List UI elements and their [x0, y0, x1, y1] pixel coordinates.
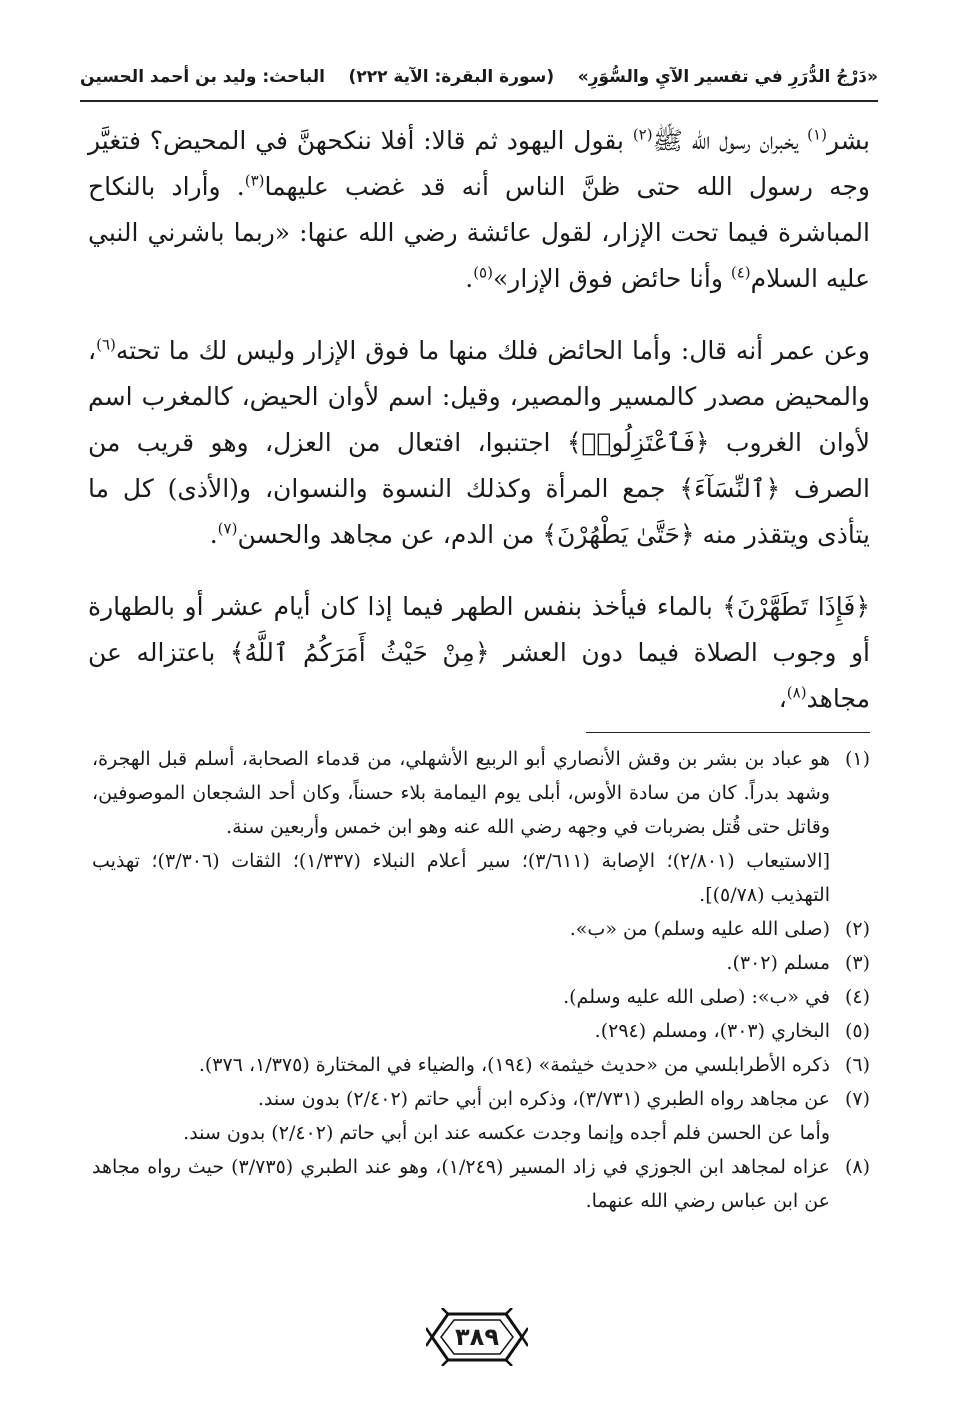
footnote-4: [92, 980, 870, 1014]
footnote-5: [92, 1014, 870, 1048]
footnote-line: وأما عن الحسن فلم أجده وإنما وجدت عكسه عند ابن أبي حاتم (٢/٤٠٢) بدون سند.: [183, 1122, 830, 1144]
paragraph-3: [88, 584, 870, 722]
footnote-3: [92, 946, 870, 980]
text-run: ، والمحيض مصدر كالمسير والمصير، وقيل: اسم لأوان الحيض، كالمغرب اسم لأوان الغروب ﴿فَٱعْتَزِلُوا۟﴾ اجتنبوا، افتعال من العزل، وهو قريب من الصرف ﴿ٱلنِّسَآءَ﴾ جمع المرأة وكذلك النسوة والنسوان، و(الأذى) كل ما يتأذى ويتقذر منه ﴿حَتَّىٰ يَطْهُرْنَ﴾ من الدم، عن مجاهد والحسن: [88, 336, 870, 549]
footnote-number: (٢): [844, 918, 870, 940]
footnote-line: عن مجاهد رواه الطبري (٣/٧٣١)، وذكره ابن أبي حاتم (٢/٤٠٢) بدون سند.: [257, 1088, 830, 1110]
paragraph-1: [88, 118, 870, 302]
footnote-ref-3: (٣): [244, 171, 265, 190]
text-run: وأنا حائض فوق الإزار»: [492, 264, 731, 293]
text-run: ،: [778, 684, 787, 713]
footnote-line: ذكره الأطرابلسي من «حديث خيثمة» (١٩٤)، والضياء في المختارة (١/٣٧٥، ٣٧٦).: [198, 1054, 830, 1076]
text-run: وعن عمر أنه قال: وأما الحائض فلك منها ما فوق الإزار وليس لك ما تحته: [115, 336, 870, 365]
footnote-ref-8: (٨): [786, 683, 807, 702]
footnote-6: [92, 1048, 870, 1082]
footnote-line: عزاه لمجاهد ابن الجوزي في زاد المسير (١/٢٤٩)، وهو عند الطبري (٣/٧٣٥) حيث رواه مجاهد عن ابن عباس رضي الله عنهما.: [92, 1156, 830, 1212]
footnote-ref-5: (٥): [473, 263, 493, 282]
text-run: بشر: [826, 126, 870, 155]
footnote-line: [الاستيعاب (٢/٨٠١)؛ الإصابة (٣/٦١١)؛ سير أعلام النبلاء (١/٣٣٧)؛ الثقات (٣/٣٠٦)؛ تهذيب التهذيب (٥/٧٨)].: [92, 850, 830, 906]
header-rule: [80, 100, 878, 102]
footnote-ref-1: (١): [807, 125, 827, 144]
footnote-1: [92, 742, 870, 912]
surah-reference: (سورة البقرة: الآية ٢٢٢): [348, 67, 555, 87]
footnote-line: في «ب»: (صلى الله عليه وسلم).: [563, 986, 830, 1008]
text-run: . وأراد بالنكاح المباشرة فيما تحت الإزار، لقول عائشة رضي الله عنها: «ربما باشرني النبي عليه السلام: [88, 172, 870, 293]
footnote-separator: [586, 732, 870, 733]
main-text: [88, 118, 870, 722]
footnote-number: (٨): [844, 1156, 870, 1178]
page-number: ٣٨٩: [455, 1323, 499, 1351]
footnote-number: (٧): [844, 1088, 870, 1110]
footnote-line: هو عباد بن بشر بن وقش الأنصاري أبو الربيع الأشهلي، من قدماء الصحابة، أسلم قبل الهجرة، وشهد بدراً. كان من سادة الأوس، أبلى يوم اليمامة بلاء حسناً، وكان أحد الشجعان الموصوفين، وقاتل حتى قُتل بضربات في وجهه رضي الله عنه وهو ابن خمس وأربعين سنة.: [92, 748, 830, 838]
page-number-ornament: [426, 1308, 528, 1366]
footnote-7: [92, 1082, 870, 1150]
footnote-2: [92, 912, 870, 946]
text-run: يخبران رسول الله ﷺ: [652, 126, 808, 155]
footnote-number: (١): [844, 748, 870, 770]
footnote-line: (صلى الله عليه وسلم) من «ب».: [569, 918, 830, 940]
text-run: .: [465, 264, 474, 293]
running-header: [80, 58, 878, 96]
text-run: ﴿فَإِذَا تَطَهَّرْنَ﴾ بالماء فيأخذ بنفس الطهر فيما إذا كان أيام عشر أو بالطهارة أو وجوب الصلاة فيما دون العشر ﴿مِنْ حَيْثُ أَمَرَكُمُ ٱللَّهُ﴾ باعتزاله عن مجاهد: [88, 592, 870, 713]
text-run: بقول اليهود ثم قالا: أفلا ننكحهنَّ في المحيض؟ فتغيَّر وجه رسول الله حتى ظنَّ الناس أنه قد غضب عليهما: [88, 126, 871, 201]
book-title: «دَرْجُ الدُّرَرِ في تفسير الآيِ والسُّوَرِ»: [577, 67, 878, 87]
footnote-number: (٤): [844, 986, 870, 1008]
footnote-number: (٥): [844, 1020, 870, 1042]
footnote-ref-7: (٧): [217, 519, 238, 538]
footnote-ref-6: (٦): [96, 335, 116, 354]
footnote-ref-4: (٤): [730, 263, 751, 282]
text-run: .: [209, 520, 218, 549]
footnote-ref-2: (٢): [632, 125, 653, 144]
footnote-number: (٦): [844, 1054, 870, 1076]
researcher-name: الباحث: وليد بن أحمد الحسين: [80, 67, 325, 87]
footnote-number: (٣): [844, 952, 870, 974]
footnote-line: البخاري (٣٠٣)، ومسلم (٢٩٤).: [594, 1020, 830, 1042]
footnote-8: [92, 1150, 870, 1218]
footnotes: [92, 742, 870, 1218]
paragraph-2: [88, 328, 870, 558]
footnote-line: مسلم (٣٠٢).: [726, 952, 830, 974]
